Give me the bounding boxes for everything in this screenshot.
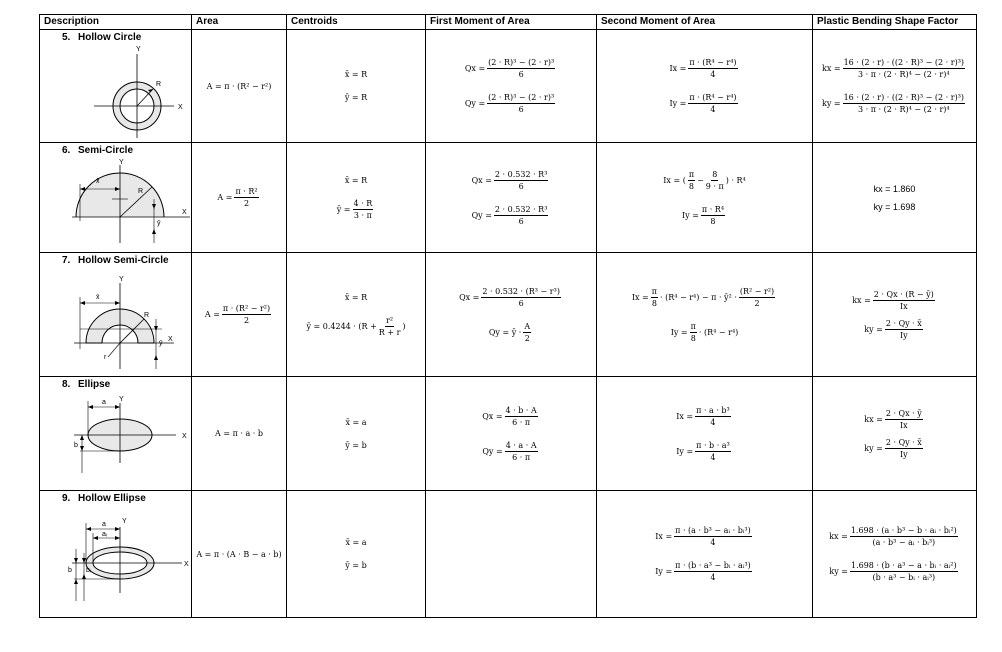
area-cell: A = $\frac{\text{π · R²}}{2}$ xyxy=(192,143,287,253)
hollow-semi-circle-figure xyxy=(44,269,190,373)
hollow-circle-figure xyxy=(44,46,190,138)
svg-text:X: X xyxy=(168,336,173,343)
row-semi-circle xyxy=(40,143,977,253)
area-cell: A = $\frac{\text{π · (R² − r²)}}{2}$ xyxy=(192,253,287,377)
shape-factor-cell: kx = $\frac{2 \cdot Qx \cdot (R - ȳ)}{Ix}$ ky = $\frac{2 \cdot Qy \cdot x̄}{Iy}$ xyxy=(813,253,977,377)
shape-title: 9. Hollow Ellipse xyxy=(62,493,146,504)
svg-text:x̄: x̄ xyxy=(96,178,100,185)
shape-title: 6. Semi-Circle xyxy=(62,145,134,156)
area-cell: A = π · (R² − r²) xyxy=(192,30,287,143)
shape-title: 7. Hollow Semi-Circle xyxy=(62,255,169,266)
shape-title: 5. Hollow Circle xyxy=(62,32,142,43)
first-moment-cell: Qx = $\frac{4 \cdot b \cdot A}{6 \cdot \pi}$ Qy = $\frac{4 \cdot a \cdot A}{6 \cdot \pi}$ xyxy=(426,377,597,491)
shape-title: 8. Ellipse xyxy=(62,379,111,390)
centroid-cell: x̄ = R ȳ = R xyxy=(287,30,426,143)
svg-text:ȳ: ȳ xyxy=(159,340,163,347)
centroid-cell: x̄ = R ȳ = $\frac{4 \cdot R}{3 \cdot \pi}$ xyxy=(287,143,426,253)
svg-text:aᵢ: aᵢ xyxy=(102,531,107,538)
header-description: Description xyxy=(40,15,192,30)
row-ellipse xyxy=(40,377,977,491)
header-row xyxy=(40,15,977,30)
description-cell xyxy=(40,253,192,377)
first-moment-cell: Qx = $\frac{\text{2 · 0.532 · (R³ − r³)}}{6}$ Qy = ȳ · $\frac{A}{2}$ xyxy=(426,253,597,377)
header-shape-factor: Plastic Bending Shape Factor xyxy=(813,15,977,30)
svg-text:x̄: x̄ xyxy=(96,294,100,301)
row-hollow-semi-circle xyxy=(40,253,977,377)
second-moment-cell: Ix = $\frac{\text{π · (a · b³ − aᵢ · bᵢ³)}}{4}$ Iy = $\frac{\text{π · (b · a³ − bᵢ · aᵢ³)}}{4}$ xyxy=(597,491,813,618)
centroid-cell: x̄ = a ȳ = b xyxy=(287,491,426,618)
second-moment-cell: Ix = $\frac{\pi}{8}$ · (R⁴ − r⁴) − π · ȳ² · $\frac{\text{(R² − r²)}}{2}$ Iy = $\frac{\pi}{8}$ · (R⁴ − r⁴) xyxy=(597,253,813,377)
shape-factor-cell: kx = 1.860 ky = 1.698 xyxy=(813,143,977,253)
shape-factor-cell: kx = $\frac{\text{16 · (2 · r) · ((2 · R)³ − (2 · r)³)}}{\text{3 · π · (2 · R)⁴ − (2 · r)⁴}}$ ky = $\frac{\text{16 · (2 · r) · ((2 · R)³ − (2 · r)³)}}{\text{3 · π · (2 · R)⁴ − (2 · r)⁴}}$ xyxy=(813,30,977,143)
svg-text:R: R xyxy=(138,188,144,195)
svg-text:X: X xyxy=(178,104,183,111)
centroid-cell: x̄ = R ȳ = 0.4244 · (R + $\frac{\text{r²}}{R + r}$ ) xyxy=(287,253,426,377)
ellipse-figure xyxy=(44,393,190,487)
svg-text:X: X xyxy=(184,561,189,568)
row-hollow-ellipse xyxy=(40,491,977,618)
second-moment-cell: Ix = $\frac{\text{π · a · b³}}{4}$ Iy = $\frac{\text{π · b · a³}}{4}$ xyxy=(597,377,813,491)
header-first-moment: First Moment of Area xyxy=(426,15,597,30)
section-properties-table xyxy=(39,14,977,618)
second-moment-cell: Ix = $\frac{\text{π · (R⁴ − r⁴)}}{4}$ Iy = $\frac{\text{π · (R⁴ − r⁴)}}{4}$ xyxy=(597,30,813,143)
centroid-cell: x̄ = a ȳ = b xyxy=(287,377,426,491)
header-area: Area xyxy=(192,15,287,30)
header-centroids: Centroids xyxy=(287,15,426,30)
area-cell: A = π · (A · B − a · b) xyxy=(192,491,287,618)
svg-text:b: b xyxy=(74,442,78,449)
svg-text:R: R xyxy=(144,312,150,319)
second-moment-cell: Ix = ( $\frac{\pi}{8}$ − $\frac{8}{9 \cdot \pi}$ ) · R⁴ Iy = $\frac{\text{π · R⁴}}{8}$ xyxy=(597,143,813,253)
shape-factor-cell: kx = $\frac{2 \cdot Qx \cdot ȳ}{Ix}$ ky = $\frac{2 \cdot Qy \cdot x̄}{Iy}$ xyxy=(813,377,977,491)
first-moment-cell xyxy=(426,491,597,618)
area-cell: A = π · a · b xyxy=(192,377,287,491)
header-second-moment: Second Moment of Area xyxy=(597,15,813,30)
semi-circle-figure xyxy=(44,159,190,249)
svg-text:Y: Y xyxy=(136,46,141,53)
svg-text:R: R xyxy=(156,81,162,88)
shape-factor-cell: kx = $\frac{\text{1.698 · (a · b³ − b · aᵢ · bᵢ²)}}{\text{(a · b³ − aᵢ · bᵢ³)}}$ ky = $\frac{\text{1.698 · (b · a³ − a · bᵢ · aᵢ²)}}{\text{(b · a³ − bᵢ · aᵢ³)}}$ xyxy=(813,491,977,618)
description-cell xyxy=(40,377,192,491)
first-moment-cell: Qx = $\frac{\text{2 · 0.532 · R³}}{6}$ Qy = $\frac{\text{2 · 0.532 · R³}}{6}$ xyxy=(426,143,597,253)
svg-text:a: a xyxy=(102,521,106,528)
hollow-ellipse-figure xyxy=(44,507,190,611)
svg-text:bᵢ: bᵢ xyxy=(86,567,91,574)
svg-text:X: X xyxy=(182,209,187,216)
svg-text:Y: Y xyxy=(119,276,124,283)
description-cell xyxy=(40,30,192,143)
description-cell xyxy=(40,143,192,253)
row-hollow-circle xyxy=(40,30,977,143)
svg-text:r: r xyxy=(104,354,107,361)
svg-text:ȳ: ȳ xyxy=(157,220,161,227)
svg-text:Y: Y xyxy=(119,396,124,403)
description-cell xyxy=(40,491,192,618)
svg-text:a: a xyxy=(102,399,106,406)
svg-text:b: b xyxy=(68,567,72,574)
svg-text:Y: Y xyxy=(119,159,124,166)
first-moment-cell: Qx = $\frac{\text{(2 · R)³ − (2 · r)³}}{6}$ Qy = $\frac{\text{(2 · R)³ − (2 · r)³}}{6}$ xyxy=(426,30,597,143)
svg-text:Y: Y xyxy=(122,518,127,525)
svg-text:X: X xyxy=(182,433,187,440)
